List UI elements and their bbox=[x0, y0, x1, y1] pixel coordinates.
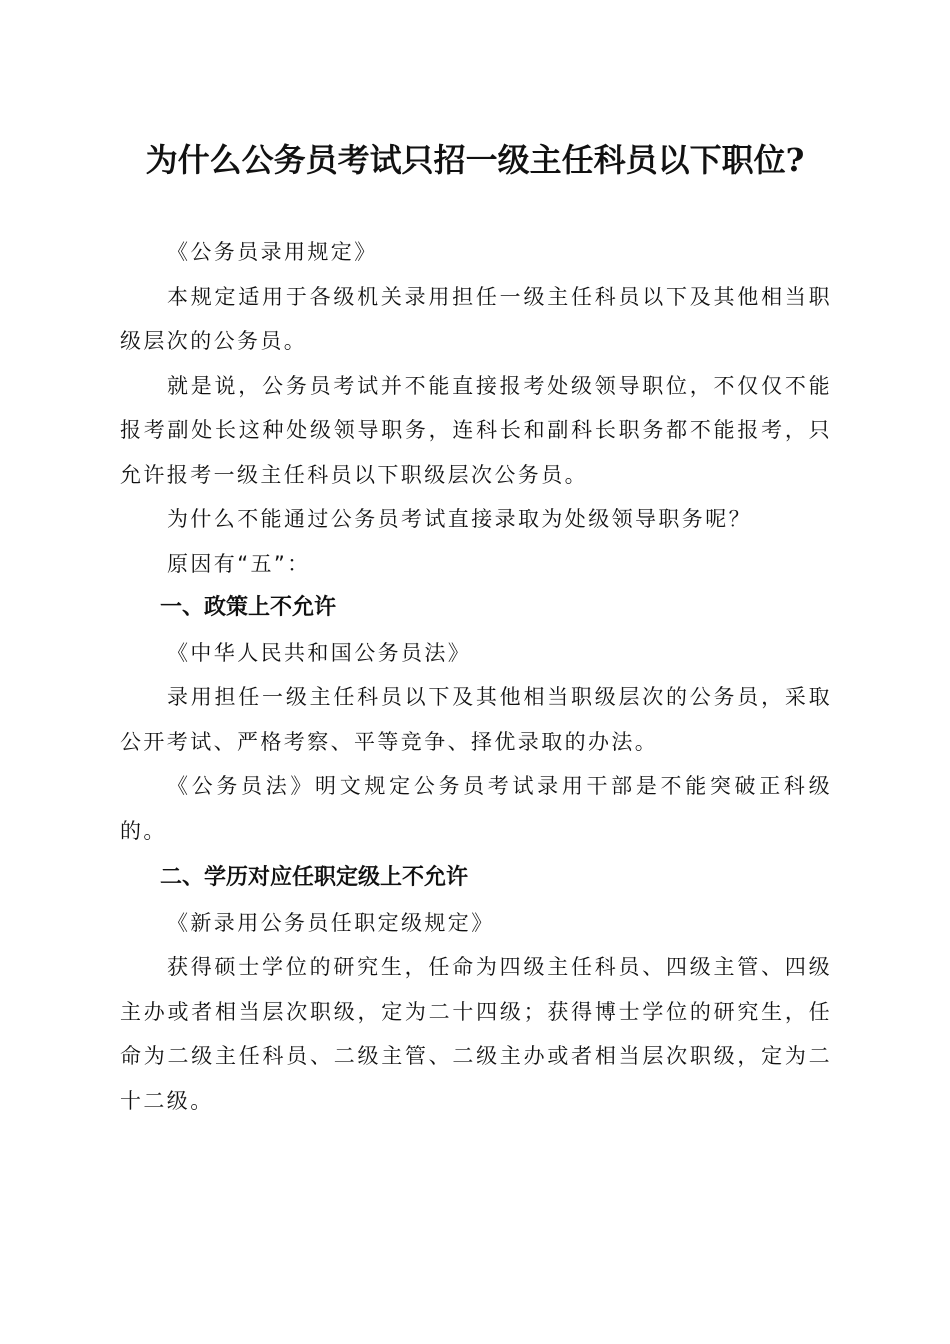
paragraph: 本规定适用于各级机关录用担任一级主任科员以下及其他相当职级层次的公务员。 bbox=[120, 284, 832, 353]
paragraph: 就是说，公务员考试并不能直接报考处级领导职位，不仅仅不能报考副处长这种处级领导职务，连科长和副科长职务都不能报考，只允许报考一级主任科员以下职级层次公务员。 bbox=[120, 373, 832, 487]
paragraph-citation-civil-servant-law: 《中华人民共和国公务员法》 bbox=[167, 640, 472, 665]
section-heading-2: 二、学历对应任职定级上不允许 bbox=[160, 865, 469, 890]
document-title: 为什么公务员考试只招一级主任科员以下职位? bbox=[145, 141, 805, 179]
paragraph-citation-recruitment-rules: 《公务员录用规定》 bbox=[167, 240, 378, 264]
paragraph: 录用担任一级主任科员以下及其他相当职级层次的公务员，采取公开考试、严格考察、平等竞争、择优录取的办法。 bbox=[120, 685, 832, 754]
paragraph-citation-grading-rules: 《新录用公务员任职定级规定》 bbox=[167, 910, 495, 935]
paragraph: 《公务员法》明文规定公务员考试录用干部是不能突破正科级的。 bbox=[120, 774, 832, 843]
paragraph: 原因有“五”： bbox=[167, 551, 311, 576]
paragraph: 为什么不能通过公务员考试直接录取为处级领导职务呢？ bbox=[167, 507, 752, 531]
document-body bbox=[120, 230, 832, 1123]
section-heading-1: 一、政策上不允许 bbox=[160, 595, 337, 620]
paragraph: 获得硕士学位的研究生，任命为四级主任科员、四级主管、四级主办或者相当层次职级，定为二十四级；获得博士学位的研究生，任命为二级主任科员、二级主管、二级主办或者相当层次职级，定为二十二级。 bbox=[120, 955, 832, 1113]
